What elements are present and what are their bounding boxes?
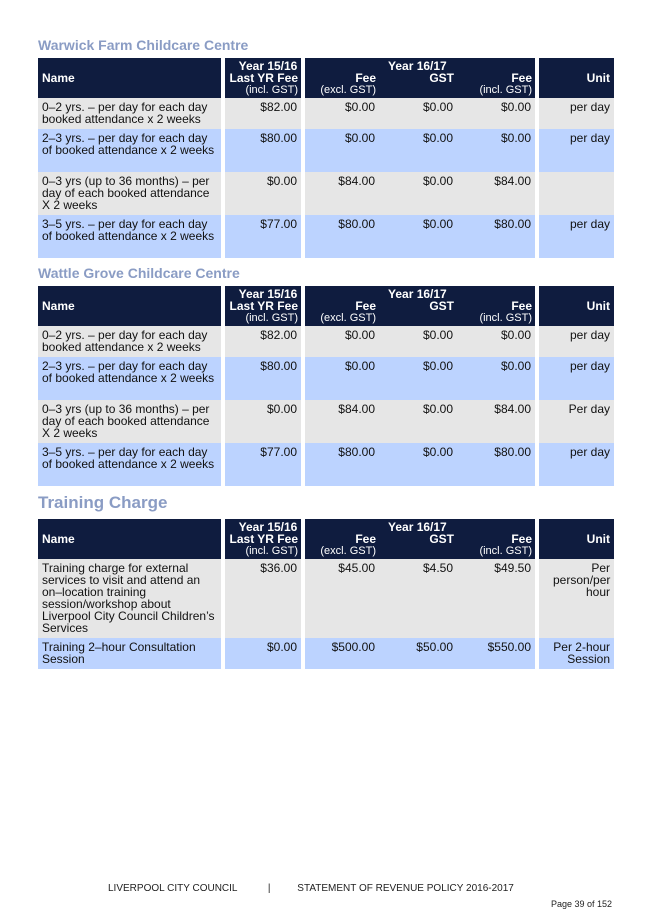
table-row — [38, 172, 614, 215]
row-fee-incl: $0.00 — [457, 357, 535, 400]
row-unit: Per day — [535, 400, 614, 443]
row-fee-incl: $84.00 — [457, 400, 535, 443]
row-name: 0–3 yrs (up to 36 months) – per day of each booked attendance X 2 weeks — [38, 400, 221, 443]
header-year-prev: Year 15/16 — [238, 59, 298, 73]
header-fee-incl-label: Fee — [511, 299, 532, 313]
row-unit: per day — [535, 326, 614, 357]
table-row — [38, 98, 614, 129]
row-fee-incl: $0.00 — [457, 98, 535, 129]
header-incl-gst-2: (incl. GST) — [479, 545, 532, 557]
row-unit: per day — [535, 443, 614, 486]
header-fee — [301, 58, 379, 98]
row-last-yr-fee: $80.00 — [221, 129, 301, 172]
row-unit: per day — [535, 98, 614, 129]
fee-table — [38, 286, 614, 486]
table-row — [38, 326, 614, 357]
row-gst: $0.00 — [379, 215, 457, 258]
row-name: 3–5 yrs. – per day for each day of booked attendance x 2 weeks — [38, 443, 221, 486]
row-unit: Per 2-hour Session — [535, 638, 614, 669]
header-last-yr-fee: Last YR Fee — [229, 299, 298, 313]
header-gst — [379, 58, 457, 98]
section-training-charge — [38, 493, 614, 669]
row-gst: $4.50 — [379, 559, 457, 638]
section-wattle-grove — [38, 265, 614, 486]
row-last-yr-fee: $36.00 — [221, 559, 301, 638]
footer-separator: | — [267, 883, 271, 894]
header-fee-incl — [457, 58, 535, 98]
header-fee — [301, 286, 379, 326]
header-fee-incl — [457, 286, 535, 326]
row-fee-incl: $550.00 — [457, 638, 535, 669]
section-warwick-farm — [38, 37, 614, 258]
header-last-yr-fee: Last YR Fee — [229, 532, 298, 546]
row-fee-excl: $80.00 — [301, 443, 379, 486]
table-row — [38, 129, 614, 172]
row-fee-excl: $0.00 — [301, 129, 379, 172]
row-gst: $0.00 — [379, 400, 457, 443]
header-excl-gst: (excl. GST) — [320, 545, 376, 557]
header-gst-label: GST — [429, 71, 454, 85]
row-fee-excl: $500.00 — [301, 638, 379, 669]
table-header-row — [38, 58, 614, 98]
header-fee-incl-label: Fee — [511, 71, 532, 85]
header-unit: Unit — [535, 519, 614, 559]
row-gst: $0.00 — [379, 326, 457, 357]
header-excl-gst: (excl. GST) — [320, 84, 376, 96]
row-fee-incl: $49.50 — [457, 559, 535, 638]
header-year-prev: Year 15/16 — [238, 287, 298, 301]
row-unit: Per person/per hour — [535, 559, 614, 638]
row-fee-incl: $84.00 — [457, 172, 535, 215]
header-year-prev: Year 15/16 — [238, 520, 298, 534]
footer-org: LIVERPOOL CITY COUNCIL — [108, 883, 238, 894]
row-last-yr-fee: $77.00 — [221, 443, 301, 486]
header-gst — [379, 519, 457, 559]
header-year-new: Year 16/17 — [388, 59, 447, 73]
table-row — [38, 443, 614, 486]
row-gst: $0.00 — [379, 357, 457, 400]
section-title: Wattle Grove Childcare Centre — [38, 265, 240, 281]
header-name: Name — [38, 286, 221, 326]
header-fee-label: Fee — [355, 299, 376, 313]
row-gst: $0.00 — [379, 98, 457, 129]
table-row — [38, 400, 614, 443]
table-row — [38, 357, 614, 400]
footer-line — [108, 883, 514, 894]
row-fee-incl: $80.00 — [457, 215, 535, 258]
row-fee-excl: $45.00 — [301, 559, 379, 638]
header-fee-label: Fee — [355, 71, 376, 85]
row-fee-excl: $80.00 — [301, 215, 379, 258]
header-name: Name — [38, 519, 221, 559]
row-last-yr-fee: $77.00 — [221, 215, 301, 258]
row-name: 0–2 yrs. – per day for each day booked attendance x 2 weeks — [38, 326, 221, 357]
page-number: Page 39 of 152 — [550, 899, 612, 909]
header-name: Name — [38, 58, 221, 98]
row-fee-excl: $0.00 — [301, 326, 379, 357]
row-last-yr-fee: $82.00 — [221, 98, 301, 129]
row-last-yr-fee: $82.00 — [221, 326, 301, 357]
header-last-yr-fee: Last YR Fee — [229, 71, 298, 85]
table-row — [38, 559, 614, 638]
row-unit: per day — [535, 129, 614, 172]
header-year-new: Year 16/17 — [388, 520, 447, 534]
row-fee-excl: $84.00 — [301, 400, 379, 443]
header-fee — [301, 519, 379, 559]
header-incl-gst: (incl. GST) — [245, 312, 298, 324]
header-gst-label: GST — [429, 532, 454, 546]
header-last-yr — [221, 519, 301, 559]
header-incl-gst: (incl. GST) — [245, 84, 298, 96]
table-header-row — [38, 519, 614, 559]
header-incl-gst: (incl. GST) — [245, 545, 298, 557]
row-gst: $0.00 — [379, 172, 457, 215]
table-header-row — [38, 286, 614, 326]
row-unit: per day — [535, 215, 614, 258]
row-name: 3–5 yrs. – per day for each day of booked attendance x 2 weeks — [38, 215, 221, 258]
row-unit — [535, 172, 614, 215]
row-gst: $0.00 — [379, 443, 457, 486]
row-gst: $0.00 — [379, 129, 457, 172]
row-fee-incl: $80.00 — [457, 443, 535, 486]
header-year-new: Year 16/17 — [388, 287, 447, 301]
section-title: Warwick Farm Childcare Centre — [38, 37, 249, 53]
row-unit: per day — [535, 357, 614, 400]
row-name: 0–2 yrs. – per day for each day booked attendance x 2 weeks — [38, 98, 221, 129]
row-gst: $50.00 — [379, 638, 457, 669]
row-name: Training 2–hour Consultation Session — [38, 638, 221, 669]
row-last-yr-fee: $80.00 — [221, 357, 301, 400]
row-fee-incl: $0.00 — [457, 129, 535, 172]
row-fee-excl: $84.00 — [301, 172, 379, 215]
fee-table — [38, 58, 614, 258]
row-name: Training charge for external services to visit and attend an on–location training session/workshop about Liverpool City Council Children’s Services — [38, 559, 221, 638]
row-last-yr-fee: $0.00 — [221, 638, 301, 669]
header-fee-label: Fee — [355, 532, 376, 546]
row-fee-excl: $0.00 — [301, 357, 379, 400]
row-last-yr-fee: $0.00 — [221, 172, 301, 215]
header-last-yr — [221, 286, 301, 326]
row-name: 2–3 yrs. – per day for each day of booked attendance x 2 weeks — [38, 357, 221, 400]
header-fee-incl — [457, 519, 535, 559]
header-incl-gst-2: (incl. GST) — [479, 312, 532, 324]
row-fee-incl: $0.00 — [457, 326, 535, 357]
row-name: 0–3 yrs (up to 36 months) – per day of each booked attendance X 2 weeks — [38, 172, 221, 215]
footer-doc-title: STATEMENT OF REVENUE POLICY 2016-2017 — [297, 883, 514, 894]
row-last-yr-fee: $0.00 — [221, 400, 301, 443]
section-title: Training Charge — [38, 493, 168, 512]
table-row — [38, 215, 614, 258]
fee-table — [38, 519, 614, 669]
header-gst-label: GST — [429, 299, 454, 313]
header-unit: Unit — [535, 58, 614, 98]
header-gst — [379, 286, 457, 326]
row-fee-excl: $0.00 — [301, 98, 379, 129]
row-name: 2–3 yrs. – per day for each day of booked attendance x 2 weeks — [38, 129, 221, 172]
header-fee-incl-label: Fee — [511, 532, 532, 546]
header-last-yr — [221, 58, 301, 98]
table-row — [38, 638, 614, 669]
header-unit: Unit — [535, 286, 614, 326]
header-incl-gst-2: (incl. GST) — [479, 84, 532, 96]
header-excl-gst: (excl. GST) — [320, 312, 376, 324]
